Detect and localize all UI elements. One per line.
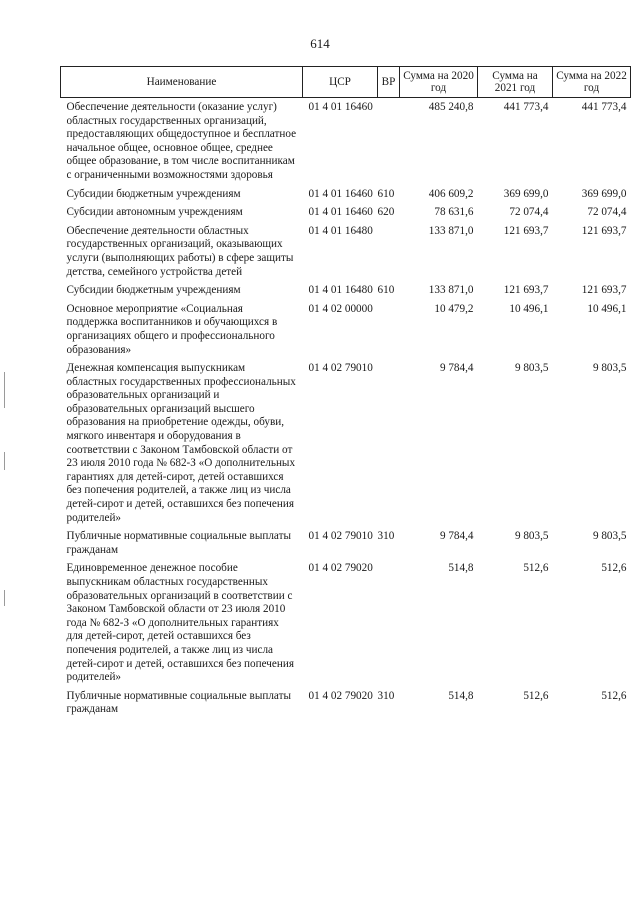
row-vr (378, 359, 400, 527)
header-name: Наименование (61, 67, 303, 98)
row-sum-2022: 10 496,1 (587, 302, 627, 315)
row-sum-2021: 9 803,5 (514, 530, 549, 543)
row-vr (378, 222, 400, 281)
row-name: Обеспечение деятельности областных государственных организаций, оказывающих услуги (выполняющих работы) в сфере защиты детства, семейного устройства детей (66, 224, 294, 278)
row-name: Субсидии бюджетным учреждениям (66, 284, 241, 297)
row-csr: 01 4 02 79020 (308, 562, 373, 575)
row-csr: 01 4 01 16460 (308, 187, 373, 200)
row-sum-2021: 10 496,1 (509, 302, 549, 315)
table-row (61, 300, 631, 359)
row-vr: 610 (377, 187, 395, 200)
row-sum-2022: 121 693,7 (581, 224, 627, 237)
row-sum-2021: 9 803,5 (514, 362, 549, 375)
row-name: Единовременное денежное пособие выпускникам областных государственных образовательных организаций в соответствии с Законом Тамбовской области от 23 июля 2010 года № 682-З «О дополнительных гарантиях для детей-сирот, детей оставшихся без попечения родителей, а также лиц из числа детей-сирот и детей, оставшихся без попечения родителей» (66, 562, 295, 684)
budget-table (60, 66, 631, 719)
table-header-row (61, 67, 631, 98)
row-sum-2022: 441 773,4 (581, 101, 627, 113)
row-vr: 610 (377, 284, 395, 297)
row-name: Обеспечение деятельности (оказание услуг) областных государственных организаций, предоставляющих общедоступное и бесплатное начальное общее, основное общее, среднее общее образование, в том числе воспитанникам с ограниченными возможностями здоровья (66, 101, 297, 181)
row-sum-2021: 121 693,7 (503, 224, 549, 237)
row-vr (378, 559, 400, 686)
row-sum-2020: 78 631,6 (434, 206, 474, 219)
row-name: Основное мероприятие «Социальная поддержка воспитанников и обучающихся в организациях общего и профессионального образования» (66, 302, 278, 356)
scan-margin-mark (4, 590, 5, 606)
table-row (61, 687, 631, 719)
row-sum-2020: 514,8 (448, 562, 474, 575)
row-sum-2020: 10 479,2 (434, 302, 474, 315)
row-sum-2021: 121 693,7 (503, 284, 549, 297)
row-sum-2021: 512,6 (523, 562, 549, 575)
scan-margin-mark (4, 372, 5, 408)
row-vr (378, 98, 400, 185)
row-name: Субсидии автономным учреждениям (66, 206, 243, 219)
row-vr: 310 (377, 689, 395, 702)
row-name: Публичные нормативные социальные выплаты гражданам (66, 530, 292, 556)
row-vr: 310 (377, 530, 395, 543)
row-csr: 01 4 02 79010 (308, 362, 373, 375)
row-csr: 01 4 01 16480 (308, 224, 373, 237)
row-sum-2021: 441 773,4 (503, 101, 549, 113)
table-row (61, 203, 631, 222)
table-row (61, 359, 631, 527)
header-sum-2021: Сумма на 2021 год (478, 67, 553, 98)
row-sum-2022: 121 693,7 (581, 284, 627, 297)
row-sum-2022: 369 699,0 (581, 187, 627, 200)
row-sum-2020: 133 871,0 (428, 224, 474, 237)
row-csr: 01 4 02 79020 (308, 689, 373, 702)
row-sum-2022: 9 803,5 (592, 530, 627, 543)
table-row (61, 222, 631, 281)
table-row (61, 185, 631, 204)
header-csr: ЦСР (303, 67, 378, 98)
header-sum-2020: Сумма на 2020 год (400, 67, 478, 98)
row-sum-2020: 9 784,4 (439, 362, 474, 375)
row-sum-2022: 72 074,4 (587, 206, 627, 219)
row-csr: 01 4 01 16460 (308, 206, 373, 219)
row-sum-2020: 406 609,2 (428, 187, 474, 200)
row-name: Субсидии бюджетным учреждениям (66, 187, 241, 200)
page-number: 614 (310, 36, 330, 51)
row-csr: 01 4 02 00000 (308, 302, 373, 315)
scan-margin-mark (4, 452, 5, 470)
row-sum-2021: 72 074,4 (509, 206, 549, 219)
row-name: Публичные нормативные социальные выплаты гражданам (66, 689, 292, 716)
row-csr: 01 4 02 79010 (308, 530, 373, 543)
table-row (61, 527, 631, 559)
row-csr: 01 4 01 16480 (308, 284, 373, 297)
table-row (61, 559, 631, 686)
row-sum-2020: 514,8 (448, 689, 474, 702)
table-row (61, 281, 631, 300)
table-row (61, 98, 631, 185)
row-vr (378, 300, 400, 359)
header-sum-2022: Сумма на 2022 год (553, 67, 631, 98)
row-sum-2022: 9 803,5 (592, 362, 627, 375)
row-sum-2022: 512,6 (601, 689, 627, 702)
row-vr: 620 (377, 206, 395, 219)
header-vr: ВР (378, 67, 400, 98)
row-sum-2021: 369 699,0 (503, 187, 549, 200)
row-sum-2020: 485 240,8 (428, 101, 474, 113)
row-sum-2020: 133 871,0 (428, 284, 474, 297)
row-sum-2021: 512,6 (523, 689, 549, 702)
row-csr: 01 4 01 16460 (308, 101, 373, 113)
row-sum-2022: 512,6 (601, 562, 627, 575)
row-sum-2020: 9 784,4 (439, 530, 474, 543)
row-name: Денежная компенсация выпускникам областных государственных профессиональных образовательных организаций и образовательных организаций высшего образования на приобретение одежды, обуви, мягкого инвентаря и оборудования в соответствии с Законом Тамбовской области от 23 июля 2010 года № 682-З «О дополнительных гарантиях для детей-сирот, детей оставшихся без попечения родителей, а также лиц из числа детей-сирот и детей, оставшихся без попечения родителей» (66, 362, 296, 524)
